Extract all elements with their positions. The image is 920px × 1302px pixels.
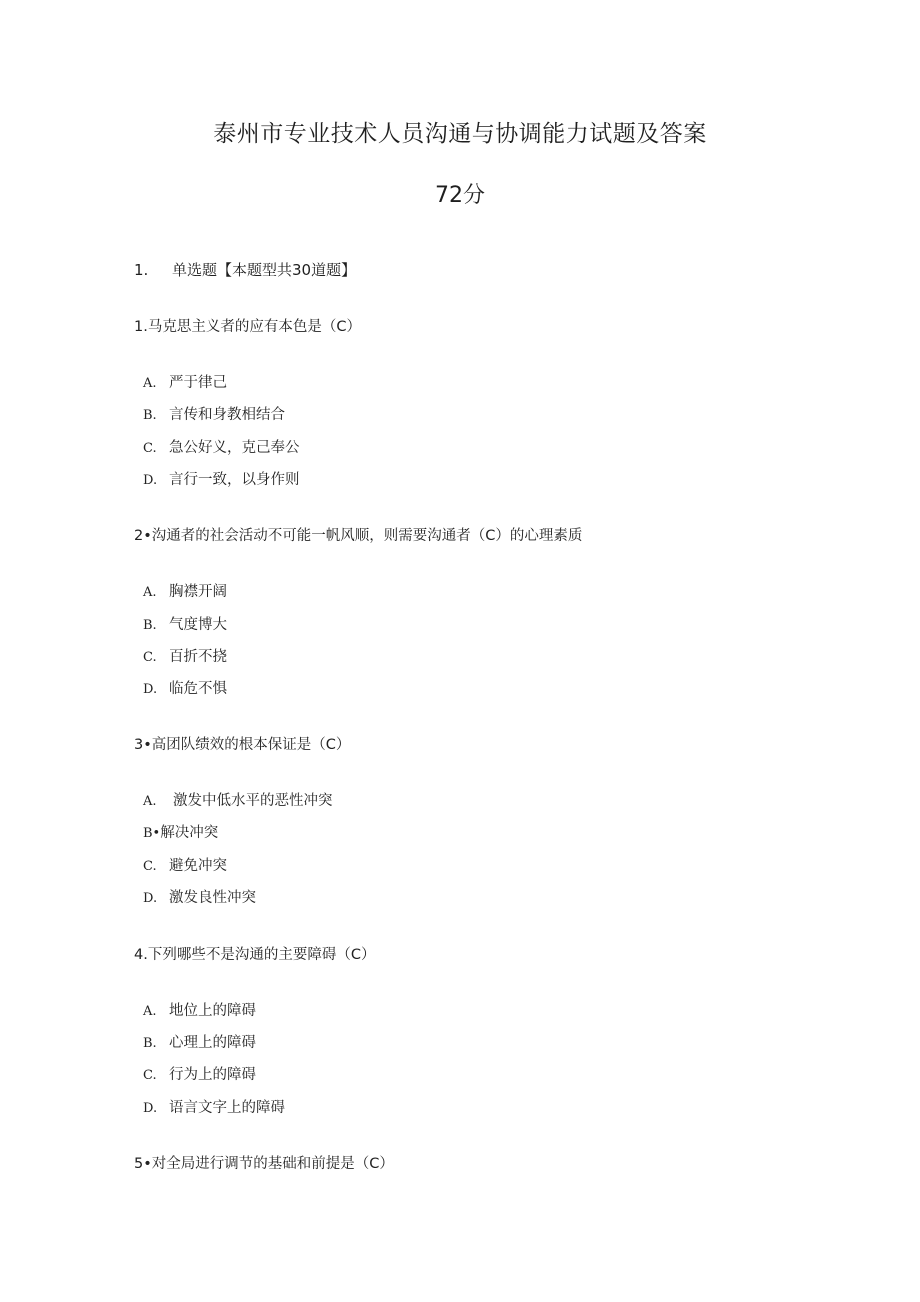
option-letter: B• bbox=[143, 826, 161, 841]
question-2-option-c bbox=[143, 645, 227, 670]
question-4: 4.下列哪些不是沟通的主要障碍（C） bbox=[134, 947, 376, 963]
question-2-option-a bbox=[143, 580, 227, 605]
option-letter: A. bbox=[143, 585, 157, 600]
option-text: 言传和身教相结合 bbox=[169, 407, 285, 423]
question-3-option-b bbox=[143, 821, 218, 846]
option-letter: D. bbox=[143, 1101, 158, 1116]
question-4-option-a bbox=[143, 999, 256, 1024]
question-4-option-c bbox=[143, 1063, 256, 1088]
question-2: 2•沟通者的社会活动不可能一帆风顺，则需要沟通者（C）的心理素质 bbox=[134, 528, 583, 544]
option-text: 急公好义，克己奉公 bbox=[169, 440, 300, 456]
option-letter: A. bbox=[143, 376, 157, 391]
document-title: 泰州市专业技术人员沟通与协调能力试题及答案 bbox=[213, 121, 707, 147]
question-3-option-a bbox=[143, 789, 333, 814]
question-2-option-b bbox=[143, 613, 227, 638]
option-letter: C. bbox=[143, 1068, 157, 1083]
question-3-option-c bbox=[143, 854, 227, 879]
option-letter: A. bbox=[143, 1004, 157, 1019]
option-text: 解决冲突 bbox=[160, 825, 219, 841]
question-1-option-c bbox=[143, 436, 300, 461]
option-letter: B. bbox=[143, 618, 157, 633]
option-text: 百折不挠 bbox=[169, 649, 227, 665]
section-number: 1. bbox=[134, 261, 149, 279]
option-letter: A. bbox=[143, 794, 157, 809]
question-3-option-d bbox=[143, 886, 256, 911]
option-letter: C. bbox=[143, 441, 157, 456]
option-text: 胸襟开阔 bbox=[169, 584, 227, 600]
question-4-option-d bbox=[143, 1096, 285, 1121]
document-score: 72分 bbox=[435, 183, 485, 208]
option-letter: D. bbox=[143, 473, 158, 488]
option-letter: D. bbox=[143, 682, 158, 697]
option-text: 激发良性冲突 bbox=[169, 890, 256, 906]
option-text: 严于律己 bbox=[169, 375, 227, 391]
option-text: 避免冲突 bbox=[169, 858, 227, 874]
question-5: 5•对全局进行调节的基础和前提是（C） bbox=[134, 1156, 394, 1172]
question-2-option-d bbox=[143, 677, 227, 702]
option-text: 地位上的障碍 bbox=[169, 1003, 256, 1019]
question-4-option-b bbox=[143, 1031, 256, 1056]
option-text: 心理上的障碍 bbox=[169, 1035, 256, 1051]
option-text: 行为上的障碍 bbox=[169, 1067, 256, 1083]
question-1: 1.马克思主义者的应有本色是（C） bbox=[134, 319, 361, 335]
option-letter: B. bbox=[143, 408, 157, 423]
option-letter: C. bbox=[143, 859, 157, 874]
question-1-option-d bbox=[143, 468, 300, 493]
option-letter: B. bbox=[143, 1036, 157, 1051]
question-1-option-b bbox=[143, 403, 285, 428]
option-letter: C. bbox=[143, 650, 157, 665]
option-letter: D. bbox=[143, 891, 158, 906]
option-text: 语言文字上的障碍 bbox=[169, 1100, 285, 1116]
option-text: 言行一致，以身作则 bbox=[169, 472, 300, 488]
question-3: 3•高团队绩效的根本保证是（C） bbox=[134, 737, 351, 753]
section-label: 单选题【本题型共30道题】 bbox=[172, 261, 357, 279]
option-text: 临危不惧 bbox=[169, 681, 227, 697]
option-text: 气度博大 bbox=[169, 617, 227, 633]
option-text: 激发中低水平的恶性冲突 bbox=[173, 793, 333, 809]
section-heading bbox=[134, 258, 356, 282]
question-1-option-a bbox=[143, 371, 227, 396]
